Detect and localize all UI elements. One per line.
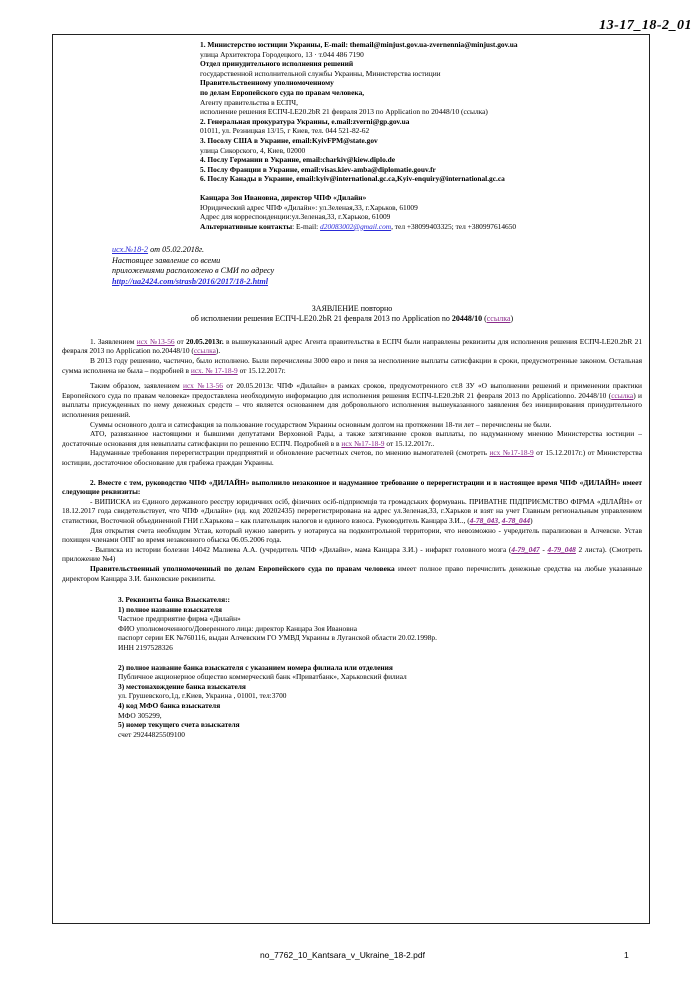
alt-contacts-email-link[interactable]: d20083002@gmail.com xyxy=(320,221,392,231)
recipient-address-line: улица Архитектора Городецкого, 13 · т.044 486 7190 xyxy=(200,49,364,59)
recipient-address-block xyxy=(200,40,642,184)
bank-details-h4: 4) код МФО банка взыскателя xyxy=(118,701,221,711)
bank-details-section xyxy=(90,595,642,739)
recipient-address-line: 2. Генеральная прокуратура Украины, e.mail:zverni@gp.gov.ua xyxy=(200,116,410,126)
bank-details-heading: 3. Реквизиты банка Взыскателя:: xyxy=(118,595,230,605)
paragraph-9: Для открытия счета необходим Устав, который нужно заверить у нотариуса на подконтрольной территории, что невозможно - учредитель парализован в Алчевске. Устав похищен членами ОПГ во время незаконного обыска 06.05.2006 года. xyxy=(62,525,642,545)
sender-line: Адрес для корреспонденции:ул.Зеленая,33, г.Харьков, 61009 xyxy=(200,212,391,222)
p1-source-link[interactable]: ссылка xyxy=(193,346,216,356)
reference-line-3: приложениями расположено в СМИ по адресу xyxy=(112,266,275,276)
alt-contacts-label: Альтернативные контакты xyxy=(200,221,293,231)
paragraph-2: В 2013 году решению, частично, было исполнено. Были перечислены 3000 евро и пеня за несполнение выплаты сатисфакции в сроки, предусмотренные законом. Остальная сумма исполнена не была – подробней в исх. № 17-18-9 от 15.12.2017г. xyxy=(62,356,642,375)
bank-details-h1: 1) полное название взыскателя xyxy=(118,604,223,614)
recipient-address-line: 6. Послу Канады в Украине, email:kyiv@international.gc.ca,Kyiv-enquiry@international.gc.ca xyxy=(200,174,505,184)
alt-contacts-line xyxy=(200,222,642,232)
bank-details-l7: МФО 305299, xyxy=(118,710,162,720)
recipient-address-line: 5. Послу Франции в Украине, email:visas.kiev-amba@diplomatie.gouv.fr xyxy=(200,164,436,174)
bank-details-l5: Публичное акционерное общество коммерческий банк «Приватбанк», Харьковский филиал xyxy=(118,672,407,682)
paragraph-3: Таким образом, заявлением исх №13-56 от 20.05.2013г. ЧПФ «Дилайн» в рамках сроков, предусмотренного ст.8 ЗУ «О выполнении решений и применении практики Европейского суда по правам человека» предоставлена необходимую информацию для исполнения решения ЕСПЧ-LE20.2bR 21 февраля 2013 по Applicationno. 20448/10 (ссылка) и выплаты присужденных по нему денежных средств – что является основанием для добровольного исполнения вышеуказанного заявления без инициирования принудительного исполнения решений. xyxy=(62,381,643,419)
bank-details-l4: ИНН 2197528326 xyxy=(118,643,173,653)
reference-date: от 05.02.2018г. xyxy=(148,245,205,255)
reference-block xyxy=(112,245,642,287)
page-reference-code: 13-17_18-2_01 xyxy=(599,18,692,33)
recipient-address-line: улица Сикорского, 4, Киев, 02000 xyxy=(200,145,306,155)
p3-ref-link[interactable]: исх №13-56 xyxy=(183,381,223,391)
p10-ref-link-1[interactable]: 4-79_047 xyxy=(511,544,540,554)
footer-filename: no_7762_10_Kantsara_v_Ukraine_18-2.pdf xyxy=(260,950,425,960)
p8-ref-link-1[interactable]: 4-78_043 xyxy=(469,515,499,525)
sender-line: Канцара Зоя Ивановна, директор ЧПФ «Дилайн» xyxy=(200,192,367,202)
p3-source-link[interactable]: ссылка xyxy=(611,390,634,400)
sender-line: Юридический адрес ЧПФ «Дилайн»: ул.Зеленая,33, г.Харьков, 61009 xyxy=(200,202,418,212)
recipient-address-line: по делам Европейского суда по правам человека, xyxy=(200,87,365,97)
p10-ref-link-2[interactable]: 4-79_048 xyxy=(547,544,576,554)
bank-details-l2: ФИО уполномоченного/Доверенного лица: директор Канцара Зоя Ивановна xyxy=(118,623,357,633)
recipient-address-line: 3. Посолу США в Украине, email:KyivFPM@state.gov xyxy=(200,135,378,145)
statement-title-line-2: об исполнении решения ЕСПЧ-LE20.2bR 21 февраля 2013 по Application no 20448/10 (ссылка) xyxy=(190,314,514,324)
reference-link[interactable]: исх.№18-2 xyxy=(112,245,149,255)
p1-ref-link[interactable]: исх №13-56 xyxy=(136,336,175,346)
reference-line-2: Настоящее заявление со всеми xyxy=(112,255,221,265)
bank-details-h2: 2) полное название банка взыскателя с указанием номера филиала или отделения xyxy=(118,662,393,672)
p5-ref-link[interactable]: исх №17-18-9 xyxy=(341,438,385,448)
statement-title-line-1: ЗАЯВЛЕНИЕ повторно xyxy=(311,303,393,313)
bank-details-h3: 3) местонахождение банка взыскателя xyxy=(118,681,246,691)
bank-details-l8: счет 29244825509100 xyxy=(118,729,185,739)
paragraph-7: 2. Вместе с тем, руководство ЧПФ «ДИЛАЙН» выполнило незаконное и надуманное требование о перерегистрации и в настоящее время ЧПФ «ДИЛАЙН» имеет следующие реквизиты: xyxy=(62,477,642,497)
title-source-link[interactable]: ссылка xyxy=(486,314,511,324)
application-number: 20448/10 xyxy=(451,314,483,324)
paragraph-6: Надуманные требования перерегистрации предприятий и обновление расчетных счетов, по мнению вымогателей (смотреть исх №17-18-9 от 15.12.2017г.) от Министерства юстиции, достаточное обоснование для грабежа граждан Украины. xyxy=(62,448,642,467)
statement-title xyxy=(62,304,642,325)
paragraph-4: Суммы основного долга и сатисфакция за пользование государством Украины основным долгом на протяжении 18-ти лет – перечислены не были. xyxy=(90,419,552,429)
p2-ref-link[interactable]: исх. № 17-18-9 xyxy=(190,365,238,375)
recipient-address-line: Агенту правительства в ЕСПЧ, xyxy=(200,97,298,107)
recipient-address-line: Правительственному уполномоченному xyxy=(200,78,334,88)
recipient-address-line: Отдел принудительного исполнения решений xyxy=(200,59,354,69)
recipient-address-line: государственной исполнительной службы Украины, Министерства юстиции xyxy=(200,68,441,78)
paragraph-5: АТО, развязанное настоящими и бывшими депутатами Верховной Рады, а также затягивание сроков выплаты, по надуманному мнению Министерства юстиции – достаточные основания для невыплаты сатисфакции по решению ЕСПЧ. Подробней в в исх №17-18-9 от 15.12.2017г.. xyxy=(62,429,642,448)
reference-url-link[interactable]: http://ua2424.com/strasb/2016/2017/18-2.html xyxy=(112,277,269,287)
paragraph-11: Правительственный уполномоченный по делам Европейского суда по правам человека имеет полное право перечислить денежные средства на любые указанные директором Канцара З.И. банковские реквизиты. xyxy=(62,563,642,583)
bank-details-l1: Частное предприятие фирма «Дилайн» xyxy=(118,614,241,624)
bank-details-l3: паспорт серии ЕК №760116, выдан Алчевским ГО УМВД Украины в Луганской области 20.02.1998р. xyxy=(118,633,437,643)
recipient-address-line: 1. Министерство юстиции Украины, E-mail: themail@minjust.gov.ua-zvernennia@minjust.gov.ua xyxy=(200,40,518,49)
recipient-address-line: исполнение решения ЕСПЧ-LE20.2bR 21 февраля 2013 по Application no 20448/10 (ссылка) xyxy=(200,107,488,117)
footer-page-number: 1 xyxy=(624,950,629,960)
recipient-address-line: 4. Послу Германии в Украине, email:charkiv@kiew.diplo.de xyxy=(200,155,396,165)
bank-details-h5: 5) номер текущего счета взыскателя xyxy=(118,720,240,730)
alt-contacts-prefix: : E-mail: xyxy=(292,221,321,231)
alt-contacts-phones: , тел +38099403325; тел +380997614650 xyxy=(391,221,517,231)
bank-details-l6: ул. Грушевского,1д, г.Киев, Украина , 01001, тел:3700 xyxy=(118,691,287,701)
recipient-address-line: 01011, ул. Резницкая 13/15, г Киев, тел. 044 521-82-62 xyxy=(200,126,370,136)
document-body xyxy=(62,40,642,739)
paragraph-10: - Выписка из истории болезни 14042 Малиева А.А. (учредитель ЧПФ «Дилайн», мама Канцара З.И.) - инфаркт головного мозга (4-79_047 - 4-79_048 2 листа). (Смотреть приложение №4) xyxy=(62,544,642,564)
paragraph-1: 1. Заявлением исх №13-56 от 20.05.2013г. в вышеуказанный адрес Агента правительства в ЕСПЧ были направлены реквизиты для исполнения решения ЕСПЧ-LE20.2bR 21 февраля 2013 по Application no.20448/10 (ссылка). xyxy=(62,336,643,356)
paragraph-8: - ВИПИСКА из Єдиного державного реєстру юридичних осіб, фізичних осіб-підприємців та громадських формувань. ПРИВАТНЕ ПІДПРИЄМСТВО ФІРМА «ДІЛАЙН» от 18.12.2017 года свидетельствует, что ЧПФ «Дилайн» (ид. код 20202435) перерегистрирована на адрес ул.Зеленая,33, г.Харьков и взят на учет Главным региональным управлением статистики, Восточной объединенной ГНИ г.Харькова – как плательщик налогов и единого взноса. Руководитель Канцара З.И.., (4-78_043, 4-78_044) xyxy=(62,496,642,525)
p1-date: 20.05.2013г. xyxy=(186,336,224,346)
sender-block xyxy=(200,193,642,222)
p6-ref-link[interactable]: исх №17-18-9 xyxy=(489,448,534,458)
p8-ref-link-2[interactable]: 4-78_044 xyxy=(501,515,531,525)
